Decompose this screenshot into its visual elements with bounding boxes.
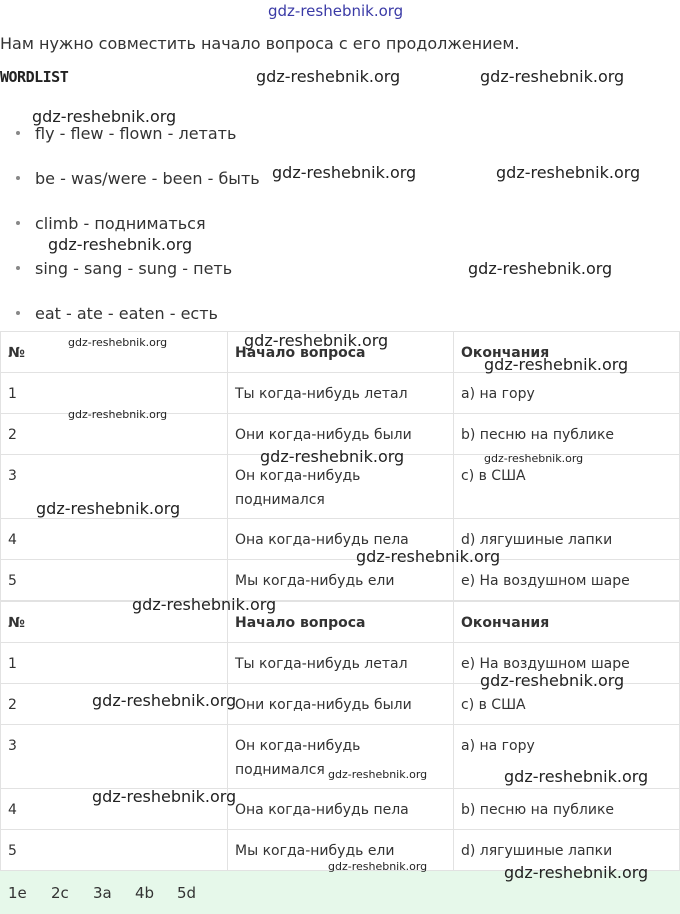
cell-ending: b) песню на публике xyxy=(454,414,680,455)
watermark-top: gdz-reshebnik.org xyxy=(268,2,404,20)
bullet-icon xyxy=(16,221,20,225)
watermark: gdz-reshebnik.org xyxy=(272,163,417,182)
cell-number: 3 xyxy=(1,725,228,789)
watermark: gdz-reshebnik.org xyxy=(480,671,625,690)
wordlist-title: WORDLIST xyxy=(0,68,69,86)
cell-ending: a) на гору xyxy=(454,725,680,789)
watermark: gdz-reshebnik.org xyxy=(328,768,428,781)
watermark: gdz-reshebnik.org xyxy=(92,787,237,806)
watermark: gdz-reshebnik.org xyxy=(244,331,389,350)
header-number: № xyxy=(1,332,228,373)
watermark: gdz-reshebnik.org xyxy=(48,235,193,254)
cell-question: Они когда-нибудь были xyxy=(228,684,454,725)
cell-question: Он когда-нибудь поднимался xyxy=(228,455,454,519)
cell-ending: d) лягушиные лапки xyxy=(454,519,680,560)
table-2 xyxy=(0,601,680,871)
cell-question: Ты когда-нибудь летал xyxy=(228,373,454,414)
cell-number: 2 xyxy=(1,414,228,455)
answer-item: 5d xyxy=(177,884,197,902)
cell-ending: e) На воздушном шаре xyxy=(454,560,680,601)
header-question-start: Начало вопроса xyxy=(228,602,454,643)
bullet-icon xyxy=(16,266,20,270)
header-number: № xyxy=(1,602,228,643)
watermark: gdz-reshebnik.org xyxy=(132,595,277,614)
cell-question: Она когда-нибудь пела xyxy=(228,789,454,830)
cell-question: Она когда-нибудь пела xyxy=(228,519,454,560)
bullet-icon xyxy=(16,131,20,135)
answer-item: 2c xyxy=(51,884,69,902)
cell-question: Ты когда-нибудь летал xyxy=(228,643,454,684)
header-question-start: Начало вопроса xyxy=(228,332,454,373)
table-row xyxy=(1,519,680,560)
watermark: gdz-reshebnik.org xyxy=(484,452,584,465)
cell-ending: b) песню на публике xyxy=(454,789,680,830)
answer-item: 3a xyxy=(93,884,112,902)
table-row xyxy=(1,560,680,601)
cell-ending: c) в США xyxy=(454,455,680,519)
watermark: gdz-reshebnik.org xyxy=(68,336,168,349)
watermark: gdz-reshebnik.org xyxy=(36,499,181,518)
watermark: gdz-reshebnik.org xyxy=(256,67,401,86)
cell-ending: c) в США xyxy=(454,684,680,725)
watermark: gdz-reshebnik.org xyxy=(92,691,237,710)
cell-number: 5 xyxy=(1,560,228,601)
header-endings: Окончания xyxy=(454,332,680,373)
intro-text: Нам нужно совместить начало вопроса с его продолжением. xyxy=(0,34,520,53)
cell-number: 1 xyxy=(1,643,228,684)
cell-question: Мы когда-нибудь ели xyxy=(228,560,454,601)
cell-number: 2 xyxy=(1,684,228,725)
watermark: gdz-reshebnik.org xyxy=(468,259,613,278)
watermark: gdz-reshebnik.org xyxy=(260,447,405,466)
cell-question: Они когда-нибудь были xyxy=(228,414,454,455)
bullet-icon xyxy=(16,176,20,180)
cell-question: Он когда-нибудь поднимался xyxy=(228,725,454,789)
cell-number: 1 xyxy=(1,373,228,414)
watermark: gdz-reshebnik.org xyxy=(504,863,649,882)
cell-question: Мы когда-нибудь ели xyxy=(228,830,454,871)
watermark: gdz-reshebnik.org xyxy=(496,163,641,182)
answer-item: 4b xyxy=(135,884,155,902)
cell-ending: d) лягушиные лапки xyxy=(454,830,680,871)
watermark: gdz-reshebnik.org xyxy=(328,860,428,873)
cell-number: 5 xyxy=(1,830,228,871)
watermark: gdz-reshebnik.org xyxy=(32,107,177,126)
table-header-row xyxy=(1,602,680,643)
cell-number: 4 xyxy=(1,789,228,830)
watermark: gdz-reshebnik.org xyxy=(504,767,649,786)
answer-item: 1e xyxy=(8,884,27,902)
watermark: gdz-reshebnik.org xyxy=(356,547,501,566)
cell-number: 3 xyxy=(1,455,228,519)
cell-ending: e) На воздушном шаре xyxy=(454,643,680,684)
watermark: gdz-reshebnik.org xyxy=(484,355,629,374)
bullet-icon xyxy=(16,311,20,315)
watermark: gdz-reshebnik.org xyxy=(68,408,168,421)
header-endings: Окончания xyxy=(454,602,680,643)
cell-ending: a) на гору xyxy=(454,373,680,414)
watermark: gdz-reshebnik.org xyxy=(480,67,625,86)
cell-number: 4 xyxy=(1,519,228,560)
